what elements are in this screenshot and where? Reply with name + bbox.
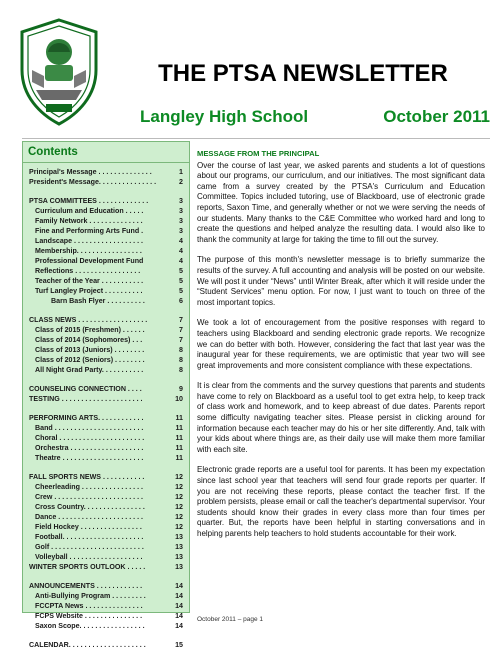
contents-box [22,141,190,649]
contents-entry-page: 15 [175,641,183,649]
contents-entry-page: 7 [179,326,183,334]
contents-entry-label: Professional Development Fund [35,257,144,265]
contents-entry-page: 13 [175,563,183,571]
contents-entry[interactable] [29,413,183,423]
contents-entry[interactable] [29,256,183,266]
contents-entry[interactable] [29,443,183,453]
contents-entry-label: Membership. . . . . . . . . . . . . . . . . [35,247,142,255]
contents-entry-label: Principal's Message . . . . . . . . . . . . . . [29,168,152,176]
contents-entry-page: 3 [179,227,183,235]
contents-entry[interactable] [29,206,183,216]
contents-entry-label: Class of 2013 (Juniors) . . . . . . . . [35,346,145,354]
contents-entry-page: 14 [175,582,183,590]
contents-spacer [29,572,183,581]
contents-entry-label: Cheerleading . . . . . . . . . . . . . . . . [35,483,144,491]
contents-entry-page: 11 [175,454,183,462]
contents-spacer [29,463,183,472]
contents-entry-label: PERFORMING ARTS. . . . . . . . . . . . [29,414,144,422]
contents-spacer [29,631,183,640]
contents-entry[interactable] [29,433,183,443]
contents-entry-page: 5 [179,267,183,275]
contents-entry-page: 7 [179,336,183,344]
contents-entry[interactable] [29,345,183,355]
contents-entry-page: 4 [179,257,183,265]
contents-entry[interactable] [29,266,183,276]
contents-entry-label: Golf . . . . . . . . . . . . . . . . . . . . . . . . [35,543,144,551]
contents-entry-label: Orchestra . . . . . . . . . . . . . . . . . . . [35,444,144,452]
contents-entry[interactable] [29,394,183,404]
contents-entry-label: Reflections . . . . . . . . . . . . . . . . . [35,267,141,275]
contents-entry-label: Class of 2012 (Seniors) . . . . . . . . [35,356,145,364]
contents-entry-page: 14 [175,592,183,600]
contents-entry-page: 11 [175,424,183,432]
contents-entry-page: 14 [175,612,183,620]
contents-entry-page: 8 [179,356,183,364]
contents-entry[interactable] [29,482,183,492]
contents-entry-label: Class of 2015 (Freshmen) . . . . . . [35,326,145,334]
contents-spacer [29,404,183,413]
contents-entry-label: FALL SPORTS NEWS . . . . . . . . . . . [29,473,145,481]
contents-entry-page: 12 [175,473,183,481]
contents-entry-label: Theatre . . . . . . . . . . . . . . . . . . . . . [35,454,144,462]
contents-entry[interactable] [29,512,183,522]
contents-entry-label: PTSA COMMITTEES . . . . . . . . . . . . . [29,197,149,205]
contents-entry[interactable] [29,216,183,226]
contents-entry[interactable] [29,335,183,345]
contents-entry-label: Football. . . . . . . . . . . . . . . . . . . . . [35,533,144,541]
contents-entry[interactable] [29,542,183,552]
contents-entry-label: Band . . . . . . . . . . . . . . . . . . . . . . . [35,424,144,432]
contents-entry[interactable] [29,355,183,365]
contents-entry[interactable] [29,296,183,306]
contents-entry-label: All Night Grad Party. . . . . . . . . . . [35,366,144,374]
contents-entry-label: Crew . . . . . . . . . . . . . . . . . . . . . . . [35,493,144,501]
contents-entry[interactable] [29,365,183,375]
article-heading: MESSAGE FROM THE PRINCIPAL [197,149,320,158]
contents-entry[interactable] [29,423,183,433]
contents-entry-page: 10 [175,395,183,403]
contents-entry-page: 3 [179,217,183,225]
contents-entry-label: Curriculum and Education . . . . . [35,207,144,215]
principal-message [197,149,485,550]
contents-entry[interactable] [29,226,183,236]
contents-entry-page: 9 [179,385,183,393]
contents-entry-label: Field Hockey . . . . . . . . . . . . . . . . [35,523,142,531]
contents-entry-page: 1 [179,168,183,176]
contents-entry-page: 12 [175,503,183,511]
article-paragraph: It is clear from the comments and the survey questions that parents and students have come to rely on Blackboard as a useful tool to get extra help, to keep track of class work and homework, and to keep abreast of due dates. Parents report some difficulty navigating teacher sites. Please persist in clicking around for information because each teacher may do his or her site differently. And, talk with your kids about where things are, as their daily use will make them more familiar with each site. [197,381,485,454]
contents-entry-page: 14 [175,602,183,610]
contents-entry[interactable] [29,640,183,650]
contents-entry-label: FCPS Website . . . . . . . . . . . . . . . [35,612,143,620]
contents-entry-page: 11 [175,444,183,452]
contents-entry-page: 4 [179,237,183,245]
contents-entry[interactable] [29,196,183,206]
contents-entry-page: 11 [175,434,183,442]
contents-entry-page: 6 [179,297,183,305]
contents-entry-page: 11 [175,414,183,422]
contents-entry-page: 13 [175,533,183,541]
contents-entry[interactable] [29,611,183,621]
contents-entry[interactable] [29,246,183,256]
contents-entry-label: Family Network . . . . . . . . . . . . . . [35,217,143,225]
contents-entry-label: Anti-Bullying Program . . . . . . . . . [35,592,146,600]
contents-entry[interactable] [29,453,183,463]
contents-entry[interactable] [29,522,183,532]
article-paragraph: We took a lot of encouragement from the positive responses with regard to teachers using Blackboard and sending electronic grade reports. We recognize we can do better with both. However, considering the fact that last year was the inaugural year for these requirements, we are optimistic that year two will see great improvements and more consistent compliance with these expectations. [197,318,485,370]
article-paragraph: Over the course of last year, we asked parents and students a lot of questions about our programs, our curriculum, and our initiatives. The most significant data came from a survey created by the PTSA's Curriculum and Education Committee. Topics included tutoring, use of Blackboard, use of electronic grade reports, Saxon Time, and generally whether or not we were serving the needs of our students. Many thanks to the C&E Committee who worked hard and long to create the questions and helped analyze the resulting data. I would also like to thank the community at large for taking the time to fill out the survey. [197,160,485,244]
contents-entry-label: Fine and Performing Arts Fund . [35,227,144,235]
school-seal-logo [14,16,104,128]
contents-entry[interactable] [29,177,183,187]
contents-entry-page: 13 [175,553,183,561]
header-divider [22,138,490,139]
school-name: Langley High School [140,107,309,126]
contents-entry-label: CLASS NEWS . . . . . . . . . . . . . . . . . . [29,316,148,324]
article-paragraph: Electronic grade reports are a useful tool for parents. It has been my expectation since last school year that teachers will send four grade reports per quarter. If you are not receiving these reports, please contact the teacher first. If the problem persists, please email or call the teacher's departmental supervisor. Your students should know their grades in every class more than four times per quarter. But, the reports have been helpful in starting conversations and in helping parents help teachers to hold students accountable for their work. [197,465,485,538]
contents-entry-page: 7 [179,316,183,324]
contents-entry-label: Teacher of the Year . . . . . . . . . . . [35,277,144,285]
contents-entry-label: CALENDAR. . . . . . . . . . . . . . . . . . . . [29,641,146,649]
contents-entry-label: Cross Country. . . . . . . . . . . . . . . . [35,503,145,511]
newsletter-title: THE PTSA NEWSLETTER [158,60,448,87]
contents-entry-label: Landscape . . . . . . . . . . . . . . . . . . [35,237,144,245]
contents-entry[interactable] [29,502,183,512]
contents-entry-page: 8 [179,346,183,354]
contents-entry-page: 12 [175,513,183,521]
article-paragraph: The purpose of this month's newsletter message is to briefly summarize the results of the survey. A full accounting and analysis will be posted on our website. We will post it under “News” until Winter Break, after which it will reside under the “Student Services” menu option. For now, I just want to touch on three of the most important topics. [197,255,485,307]
contents-entry-label: Barn Bash Flyer . . . . . . . . . . [51,297,145,305]
contents-entry[interactable] [29,286,183,296]
contents-entry[interactable] [29,562,183,572]
contents-entry-page: 3 [179,197,183,205]
contents-entry-label: Class of 2014 (Sophomores) . . . [35,336,143,344]
contents-list [23,163,189,650]
contents-entry-label: Saxon Scope. . . . . . . . . . . . . . . . . [35,622,145,630]
contents-entry[interactable] [29,276,183,286]
contents-entry-label: ANNOUNCEMENTS . . . . . . . . . . . . [29,582,143,590]
contents-entry-page: 12 [175,493,183,501]
contents-entry[interactable] [29,472,183,482]
contents-entry[interactable] [29,325,183,335]
contents-entry[interactable] [29,384,183,394]
contents-entry-page: 5 [179,287,183,295]
contents-entry[interactable] [29,601,183,611]
contents-entry-label: Choral . . . . . . . . . . . . . . . . . . . . . . [35,434,145,442]
contents-entry[interactable] [29,167,183,177]
contents-entry-page: 8 [179,366,183,374]
contents-entry-page: 14 [175,622,183,630]
contents-entry-label: TESTING . . . . . . . . . . . . . . . . . . . . . [29,395,143,403]
contents-entry-label: WINTER SPORTS OUTLOOK . . . . . [29,563,146,571]
contents-entry-page: 3 [179,207,183,215]
contents-entry[interactable] [29,552,183,562]
contents-entry[interactable] [29,591,183,601]
contents-entry-page: 5 [179,277,183,285]
contents-entry-label: COUNSELING CONNECTION . . . . [29,385,142,393]
contents-entry[interactable] [29,315,183,325]
contents-entry[interactable] [29,621,183,631]
contents-entry-page: 12 [175,523,183,531]
page-footer: October 2011 – page 1 [197,616,264,623]
contents-entry[interactable] [29,532,183,542]
contents-entry[interactable] [29,492,183,502]
contents-entry-label: Dance . . . . . . . . . . . . . . . . . . . . . . [35,513,144,521]
contents-entry-label: Turf Langley Project . . . . . . . . . . [35,287,143,295]
newsletter-subtitle [140,107,490,127]
contents-entry-label: Volleyball . . . . . . . . . . . . . . . . . . . [35,553,143,561]
contents-entry-page: 4 [179,247,183,255]
contents-heading: Contents [23,142,189,163]
contents-entry[interactable] [29,236,183,246]
contents-entry-label: FCCPTA News . . . . . . . . . . . . . . . [35,602,143,610]
issue-date: October 2011 [383,107,490,126]
contents-entry-page: 12 [175,483,183,491]
article-body [197,161,485,540]
contents-spacer [29,375,183,384]
contents-entry-label: President's Message. . . . . . . . . . . . . . . [29,178,157,186]
contents-spacer [29,306,183,315]
contents-entry-page: 2 [179,178,183,186]
contents-entry[interactable] [29,581,183,591]
contents-spacer [29,187,183,196]
contents-entry-page: 13 [175,543,183,551]
